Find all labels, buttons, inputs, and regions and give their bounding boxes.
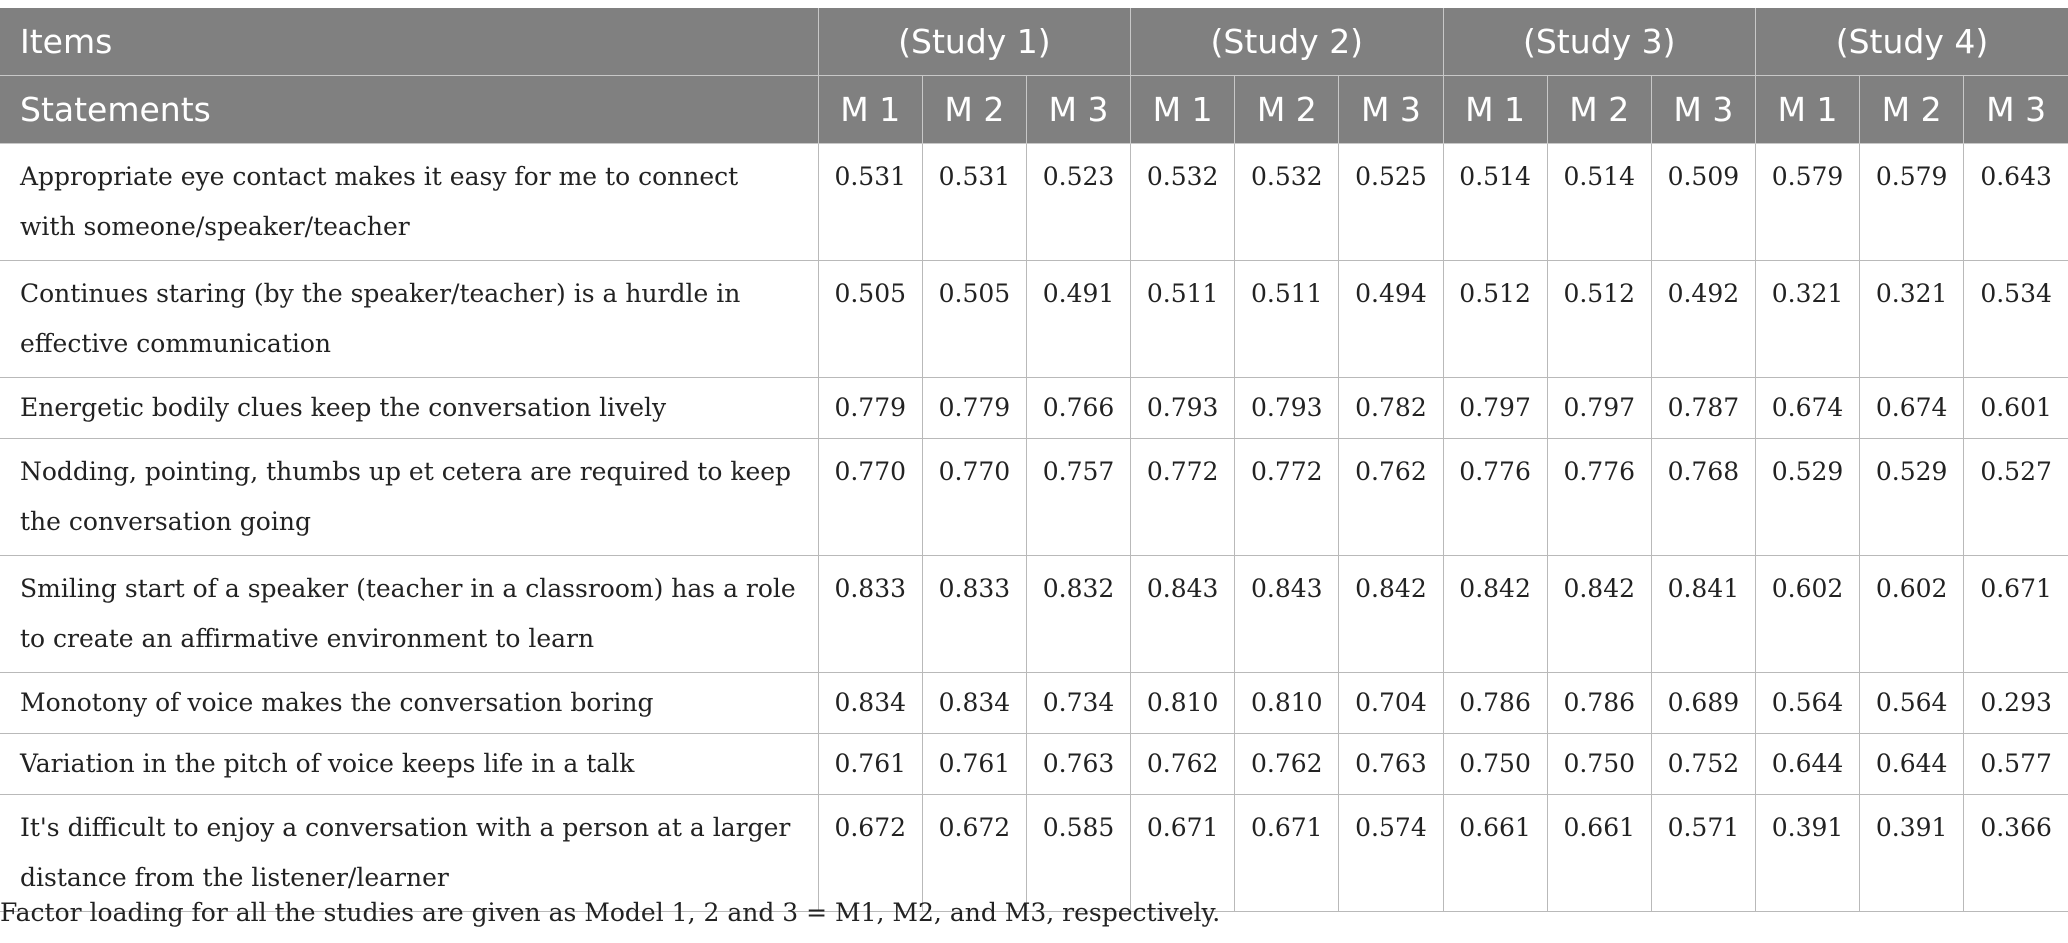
loading-value-cell: 0.842 — [1339, 556, 1443, 673]
loading-value-cell: 0.529 — [1860, 439, 1964, 556]
loading-value-cell: 0.512 — [1443, 261, 1547, 378]
loading-value-cell: 0.531 — [922, 144, 1026, 261]
header-model: M 2 — [922, 76, 1026, 144]
loading-value-cell: 0.787 — [1651, 378, 1755, 439]
loading-value-cell: 0.833 — [818, 556, 922, 673]
loading-value-cell: 0.772 — [1131, 439, 1235, 556]
loading-value-cell: 0.841 — [1651, 556, 1755, 673]
loading-value-cell: 0.842 — [1443, 556, 1547, 673]
loading-value-cell: 0.671 — [1235, 795, 1339, 912]
header-model: M 2 — [1860, 76, 1964, 144]
loading-value-cell: 0.321 — [1860, 261, 1964, 378]
header-model: M 2 — [1547, 76, 1651, 144]
loading-value-cell: 0.523 — [1026, 144, 1130, 261]
statement-cell: Nodding, pointing, thumbs up et cetera are required to keep the conversation going — [0, 439, 818, 556]
statement-cell: Smiling start of a speaker (teacher in a classroom) has a role to create an affirmative environment to learn — [0, 556, 818, 673]
loading-value-cell: 0.511 — [1131, 261, 1235, 378]
table-row — [0, 734, 2068, 795]
table-footnote: Factor loading for all the studies are given as Model 1, 2 and 3 = M1, M2, and M3, respectively. — [0, 898, 1221, 927]
loading-value-cell: 0.734 — [1026, 673, 1130, 734]
loading-value-cell: 0.505 — [922, 261, 1026, 378]
loading-value-cell: 0.577 — [1964, 734, 2068, 795]
table-row — [0, 673, 2068, 734]
table-row — [0, 795, 2068, 912]
loading-value-cell: 0.832 — [1026, 556, 1130, 673]
loading-value-cell: 0.750 — [1443, 734, 1547, 795]
loading-value-cell: 0.644 — [1860, 734, 1964, 795]
header-model: M 3 — [1651, 76, 1755, 144]
loading-value-cell: 0.763 — [1339, 734, 1443, 795]
loading-value-cell: 0.793 — [1235, 378, 1339, 439]
loading-value-cell: 0.601 — [1964, 378, 2068, 439]
loading-value-cell: 0.514 — [1547, 144, 1651, 261]
loading-value-cell: 0.391 — [1860, 795, 1964, 912]
loading-value-cell: 0.786 — [1443, 673, 1547, 734]
loading-value-cell: 0.674 — [1755, 378, 1859, 439]
loading-value-cell: 0.842 — [1547, 556, 1651, 673]
header-model: M 1 — [1443, 76, 1547, 144]
loading-value-cell: 0.366 — [1964, 795, 2068, 912]
header-model: M 3 — [1339, 76, 1443, 144]
loading-value-cell: 0.492 — [1651, 261, 1755, 378]
loading-value-cell: 0.797 — [1443, 378, 1547, 439]
loading-value-cell: 0.321 — [1755, 261, 1859, 378]
loading-value-cell: 0.810 — [1131, 673, 1235, 734]
header-model: M 2 — [1235, 76, 1339, 144]
loading-value-cell: 0.752 — [1651, 734, 1755, 795]
loading-value-cell: 0.834 — [922, 673, 1026, 734]
loading-value-cell: 0.512 — [1547, 261, 1651, 378]
loading-value-cell: 0.514 — [1443, 144, 1547, 261]
table-header — [0, 8, 2068, 144]
loading-value-cell: 0.509 — [1651, 144, 1755, 261]
header-model: M 1 — [1131, 76, 1235, 144]
loading-value-cell: 0.776 — [1547, 439, 1651, 556]
statement-cell: Monotony of voice makes the conversation boring — [0, 673, 818, 734]
loading-value-cell: 0.782 — [1339, 378, 1443, 439]
loading-value-cell: 0.391 — [1755, 795, 1859, 912]
loading-value-cell: 0.779 — [818, 378, 922, 439]
loading-value-cell: 0.531 — [818, 144, 922, 261]
header-model: M 1 — [1755, 76, 1859, 144]
loading-value-cell: 0.761 — [922, 734, 1026, 795]
loading-value-cell: 0.786 — [1547, 673, 1651, 734]
loading-value-cell: 0.602 — [1755, 556, 1859, 673]
table-row — [0, 378, 2068, 439]
loading-value-cell: 0.757 — [1026, 439, 1130, 556]
loading-value-cell: 0.689 — [1651, 673, 1755, 734]
loading-value-cell: 0.671 — [1131, 795, 1235, 912]
loading-value-cell: 0.671 — [1964, 556, 2068, 673]
loading-value-cell: 0.574 — [1339, 795, 1443, 912]
loading-value-cell: 0.564 — [1755, 673, 1859, 734]
loading-value-cell: 0.810 — [1235, 673, 1339, 734]
loading-value-cell: 0.762 — [1235, 734, 1339, 795]
statement-cell: Variation in the pitch of voice keeps life in a talk — [0, 734, 818, 795]
loading-value-cell: 0.529 — [1755, 439, 1859, 556]
factor-loading-table-container — [0, 8, 2068, 912]
loading-value-cell: 0.602 — [1860, 556, 1964, 673]
header-row-studies — [0, 8, 2068, 76]
loading-value-cell: 0.761 — [818, 734, 922, 795]
statement-cell: Continues staring (by the speaker/teacher) is a hurdle in effective communication — [0, 261, 818, 378]
header-study-1: (Study 1) — [818, 8, 1130, 76]
loading-value-cell: 0.797 — [1547, 378, 1651, 439]
header-model: M 1 — [818, 76, 922, 144]
loading-value-cell: 0.779 — [922, 378, 1026, 439]
loading-value-cell: 0.527 — [1964, 439, 2068, 556]
loading-value-cell: 0.766 — [1026, 378, 1130, 439]
header-items: Items — [0, 8, 818, 76]
loading-value-cell: 0.768 — [1651, 439, 1755, 556]
header-study-4: (Study 4) — [1755, 8, 2068, 76]
header-row-models — [0, 76, 2068, 144]
loading-value-cell: 0.293 — [1964, 673, 2068, 734]
table-row — [0, 556, 2068, 673]
loading-value-cell: 0.762 — [1131, 734, 1235, 795]
loading-value-cell: 0.644 — [1755, 734, 1859, 795]
loading-value-cell: 0.750 — [1547, 734, 1651, 795]
header-statements: Statements — [0, 76, 818, 144]
statement-cell: It's difficult to enjoy a conversation with a person at a larger distance from the listener/learner — [0, 795, 818, 912]
loading-value-cell: 0.643 — [1964, 144, 2068, 261]
header-study-2: (Study 2) — [1131, 8, 1443, 76]
loading-value-cell: 0.776 — [1443, 439, 1547, 556]
loading-value-cell: 0.564 — [1860, 673, 1964, 734]
loading-value-cell: 0.843 — [1235, 556, 1339, 673]
loading-value-cell: 0.491 — [1026, 261, 1130, 378]
statement-cell: Energetic bodily clues keep the conversation lively — [0, 378, 818, 439]
header-model: M 3 — [1026, 76, 1130, 144]
loading-value-cell: 0.579 — [1860, 144, 1964, 261]
table-row — [0, 144, 2068, 261]
table-body — [0, 144, 2068, 912]
loading-value-cell: 0.834 — [818, 673, 922, 734]
loading-value-cell: 0.661 — [1443, 795, 1547, 912]
statement-cell: Appropriate eye contact makes it easy for me to connect with someone/speaker/teacher — [0, 144, 818, 261]
loading-value-cell: 0.770 — [818, 439, 922, 556]
loading-value-cell: 0.762 — [1339, 439, 1443, 556]
header-study-3: (Study 3) — [1443, 8, 1755, 76]
loading-value-cell: 0.494 — [1339, 261, 1443, 378]
header-model: M 3 — [1964, 76, 2068, 144]
loading-value-cell: 0.833 — [922, 556, 1026, 673]
loading-value-cell: 0.525 — [1339, 144, 1443, 261]
loading-value-cell: 0.763 — [1026, 734, 1130, 795]
loading-value-cell: 0.674 — [1860, 378, 1964, 439]
loading-value-cell: 0.585 — [1026, 795, 1130, 912]
table-row — [0, 261, 2068, 378]
loading-value-cell: 0.672 — [922, 795, 1026, 912]
loading-value-cell: 0.534 — [1964, 261, 2068, 378]
loading-value-cell: 0.532 — [1131, 144, 1235, 261]
loading-value-cell: 0.505 — [818, 261, 922, 378]
loading-value-cell: 0.770 — [922, 439, 1026, 556]
loading-value-cell: 0.704 — [1339, 673, 1443, 734]
loading-value-cell: 0.772 — [1235, 439, 1339, 556]
loading-value-cell: 0.843 — [1131, 556, 1235, 673]
loading-value-cell: 0.532 — [1235, 144, 1339, 261]
factor-loading-table — [0, 8, 2068, 912]
loading-value-cell: 0.511 — [1235, 261, 1339, 378]
loading-value-cell: 0.793 — [1131, 378, 1235, 439]
loading-value-cell: 0.672 — [818, 795, 922, 912]
loading-value-cell: 0.579 — [1755, 144, 1859, 261]
loading-value-cell: 0.571 — [1651, 795, 1755, 912]
table-row — [0, 439, 2068, 556]
loading-value-cell: 0.661 — [1547, 795, 1651, 912]
